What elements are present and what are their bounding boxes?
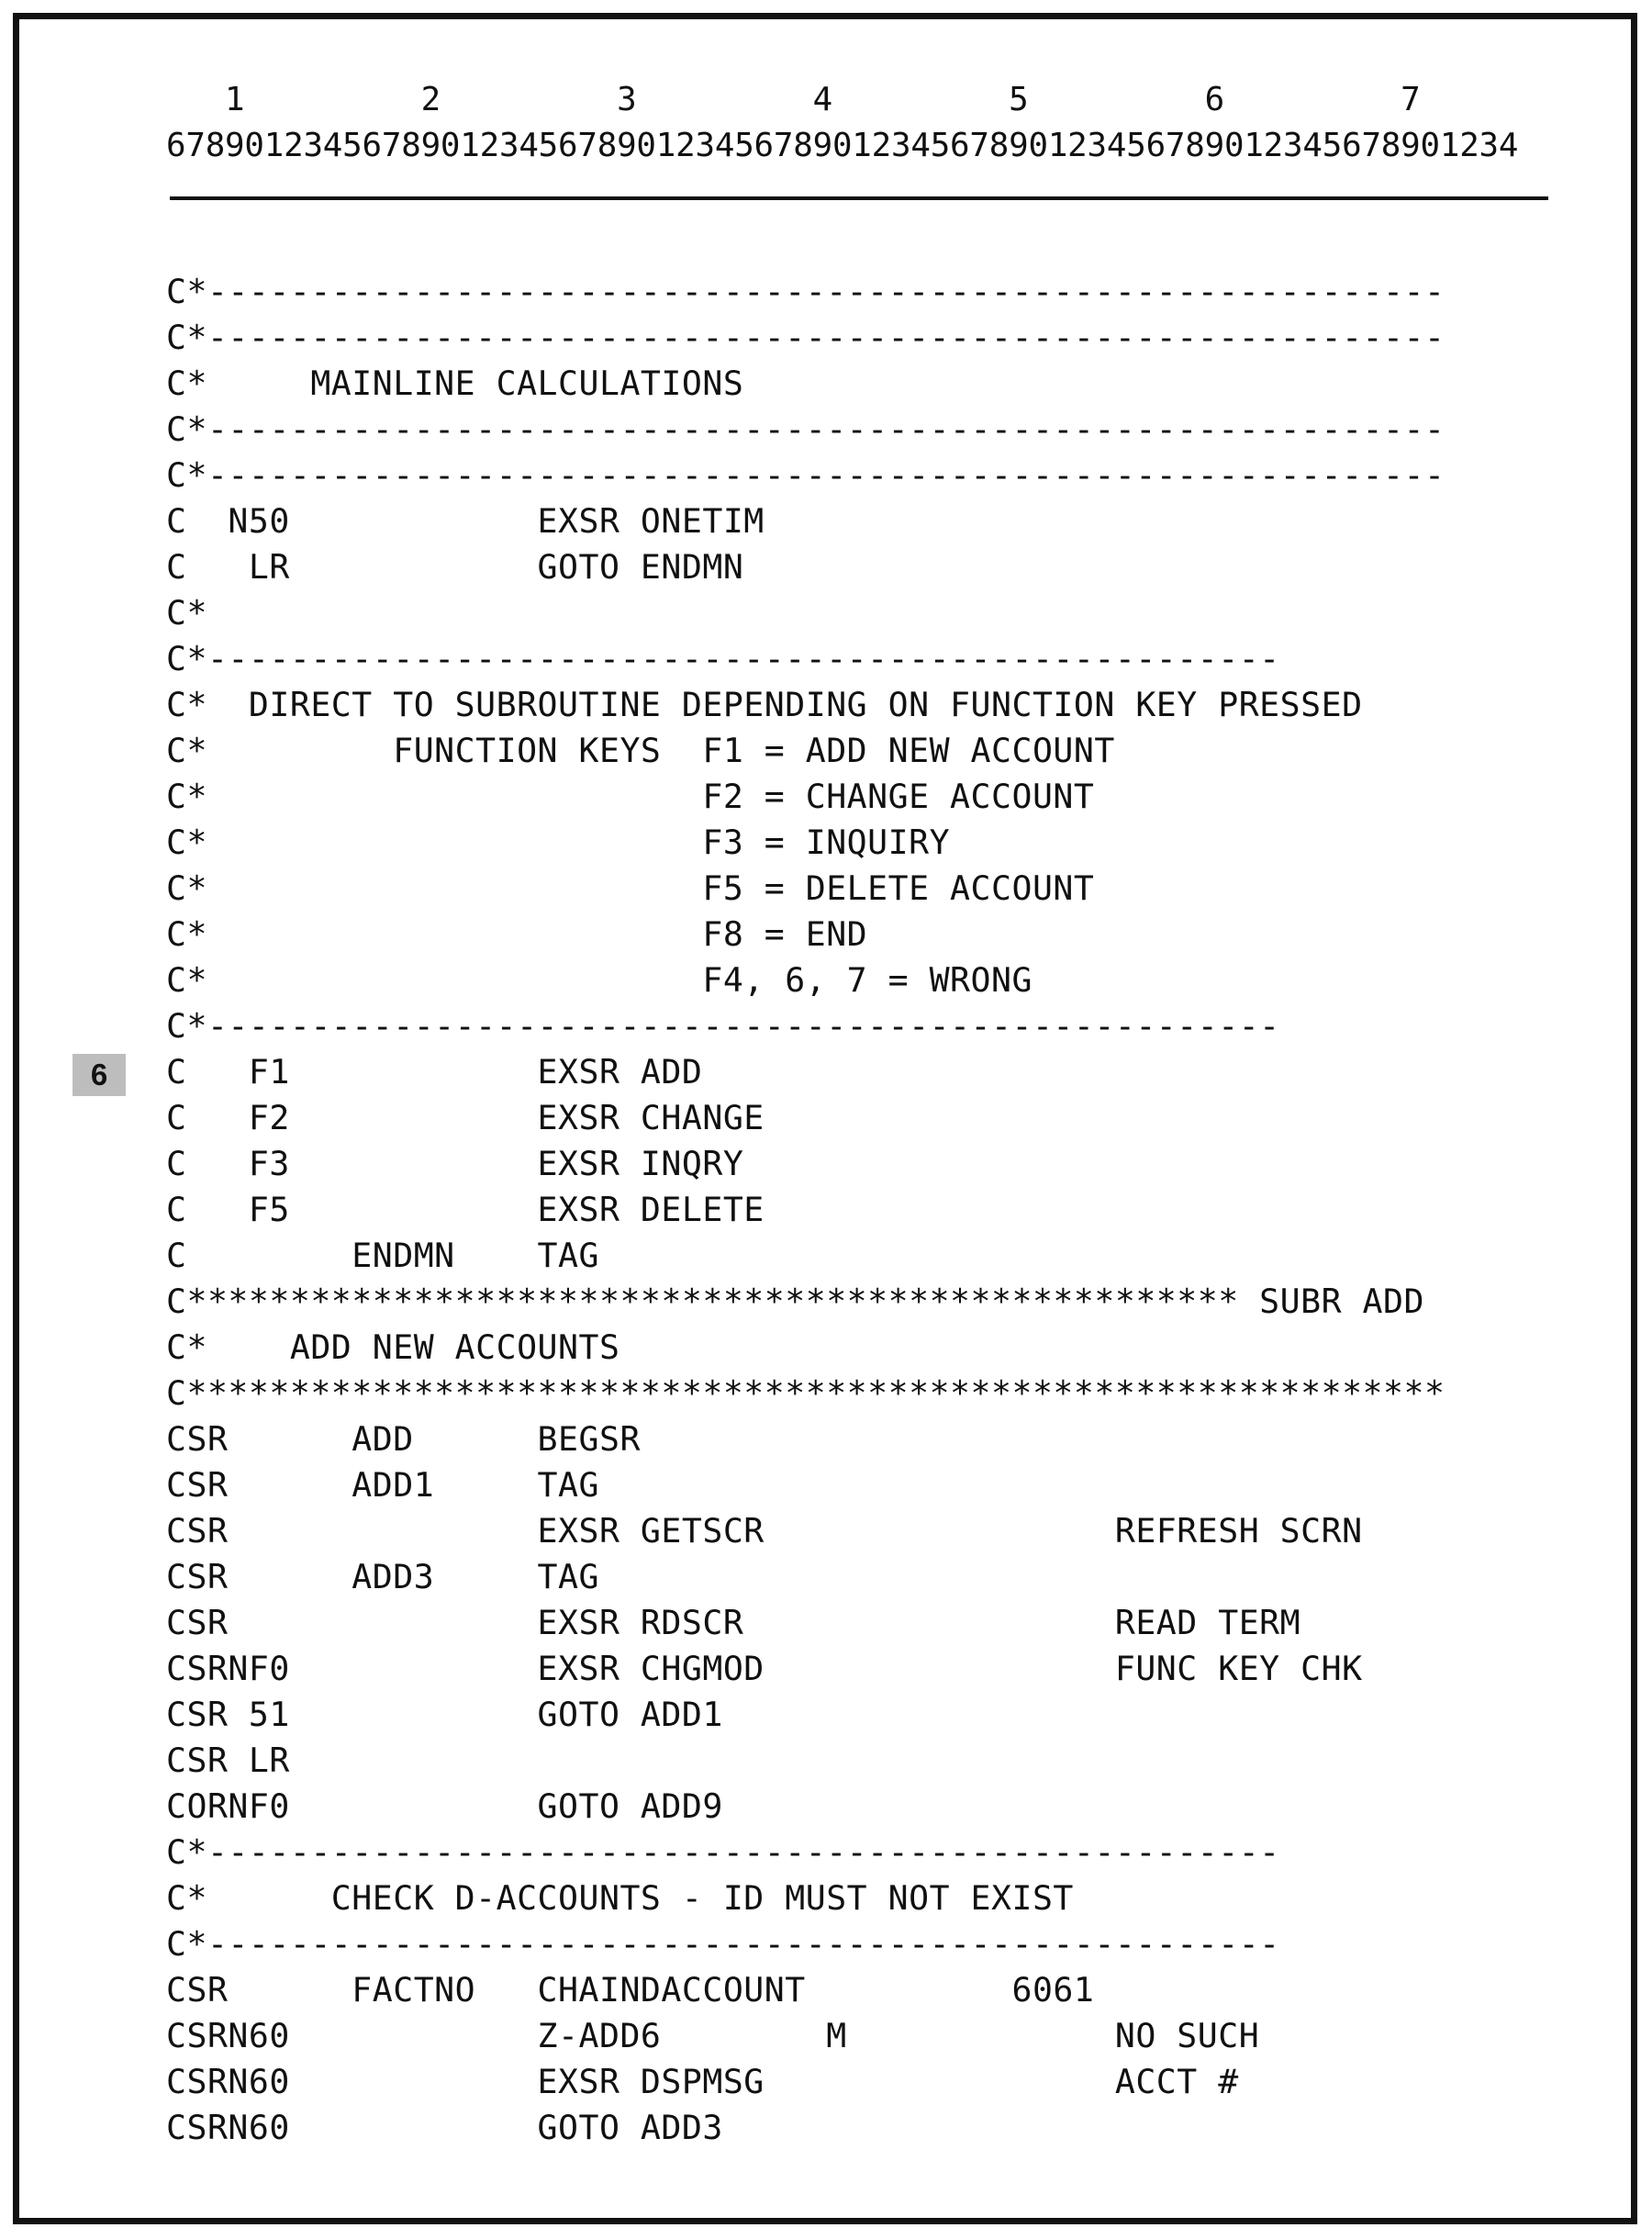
column-ruler-units: 678901234567890123456789012345678901234567890123456789012345678901234 [166,127,1519,164]
code-line: C*------------------------------------------------------------ [166,409,1446,449]
code-line: CSR FACTNO CHAINDACCOUNT 6061 [166,1970,1095,2010]
code-line: CSR EXSR RDSCR READ TERM [166,1603,1301,1642]
column-ruler-tens: 1 2 3 4 5 6 7 [166,81,1421,118]
code-line: C* DIRECT TO SUBROUTINE DEPENDING ON FUNCTION KEY PRESSED [166,685,1363,724]
code-line: CSR ADD3 TAG [166,1557,599,1596]
code-line: C* F8 = END [166,914,868,954]
code-line: C************************************************************* [166,1373,1446,1413]
code-line: C* CHECK D-ACCOUNTS - ID MUST NOT EXIST [166,1878,1074,1918]
code-line: C* MAINLINE CALCULATIONS [166,364,744,403]
code-line: CORNF0 GOTO ADD9 [166,1786,723,1826]
code-line: C* F2 = CHANGE ACCOUNT [166,777,1095,816]
code-line: CSRN60 Z-ADD6 M NO SUCH [166,2016,1260,2055]
code-line: CSR ADD BEGSR [166,1419,641,1459]
code-line: C*---------------------------------------------------- [166,1006,1280,1046]
code-line: C N50 EXSR ONETIM [166,501,765,541]
code-line: C*------------------------------------------------------------ [166,455,1446,495]
code-line: C*---------------------------------------------------- [166,1924,1280,1964]
code-line: CSR 51 GOTO ADD1 [166,1695,723,1734]
code-line: C ENDMN TAG [166,1236,599,1275]
code-line: C* F3 = INQUIRY [166,823,951,862]
code-line: C F5 EXSR DELETE [166,1190,765,1229]
code-line: C* [166,593,207,633]
code-line: C* F5 = DELETE ACCOUNT [166,868,1095,908]
code-line: C* ADD NEW ACCOUNTS [166,1327,620,1367]
code-line: CSR LR [166,1741,290,1780]
code-line: C*------------------------------------------------------------ [166,318,1446,357]
code-line: C*------------------------------------------------------------ [166,272,1446,311]
code-line: C* F4, 6, 7 = WRONG [166,960,1032,1000]
code-line: C*************************************************** SUBR ADD [166,1282,1424,1321]
code-line: C LR GOTO ENDMN [166,547,744,587]
code-line: CSR ADD1 TAG [166,1465,599,1505]
code-line: C*---------------------------------------------------- [166,1832,1280,1872]
code-line: C F2 EXSR CHANGE [166,1098,765,1137]
code-line: CSRN60 GOTO ADD3 [166,2108,723,2147]
ruler-divider [170,196,1548,200]
callout-marker: 6 [73,1054,126,1096]
code-line: CSR EXSR GETSCR REFRESH SCRN [166,1511,1363,1551]
code-line: C* FUNCTION KEYS F1 = ADD NEW ACCOUNT [166,731,1115,770]
code-line: C F1 EXSR ADD [166,1052,703,1092]
code-line: C*---------------------------------------------------- [166,639,1280,678]
code-line: C F3 EXSR INQRY [166,1144,744,1183]
code-line: CSRN60 EXSR DSPMSG ACCT # [166,2062,1239,2101]
code-line: CSRNF0 EXSR CHGMOD FUNC KEY CHK [166,1649,1363,1688]
